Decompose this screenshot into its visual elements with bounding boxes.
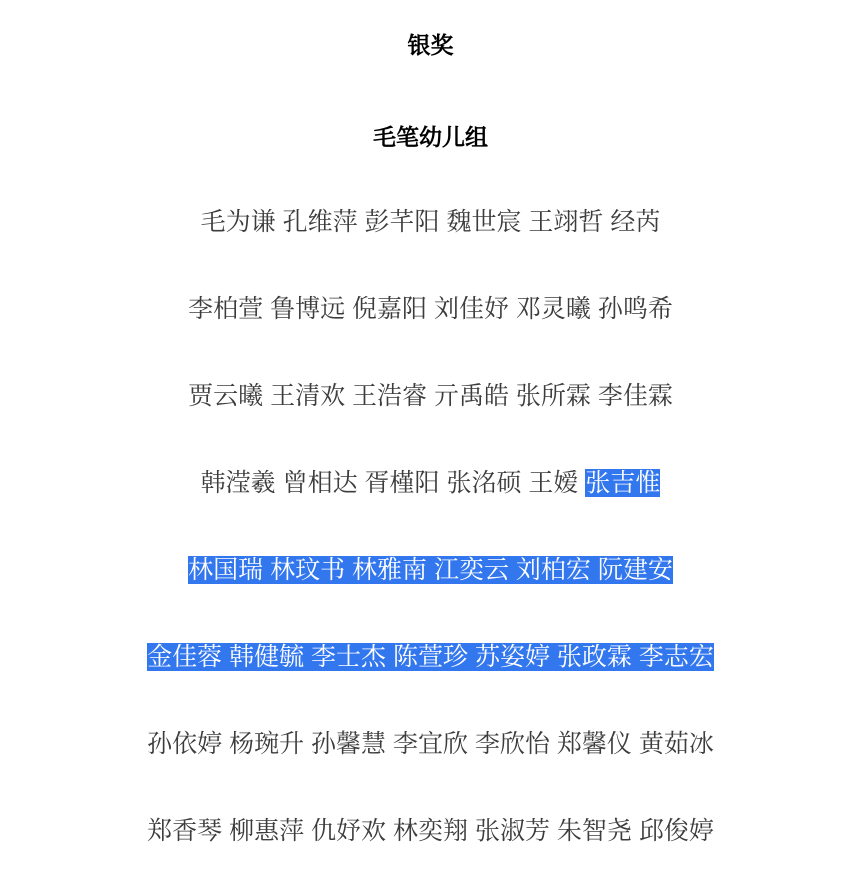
name-line-text: 李柏萱 鲁博远 倪嘉阳 刘佳妤 邓灵曦 孙鸣希: [188, 295, 673, 323]
name-line-text: 贾云曦 王清欢 王浩睿 亓禹皓 张所霖 李佳霖: [188, 382, 673, 410]
selected-text-highlight[interactable]: 张吉惟: [585, 469, 661, 497]
section-subtitle: 毛笔幼儿组: [373, 124, 488, 150]
name-line: [0, 728, 861, 760]
name-line-text: 孙依婷 杨琬升 孙馨慧 李宜欣 李欣怡 郑馨仪 黄茹冰: [147, 730, 714, 758]
name-line: [0, 293, 861, 325]
name-line: [0, 815, 861, 847]
name-line: [0, 554, 861, 586]
name-line-text: 郑香琴 柳惠萍 仇妤欢 林奕翔 张淑芳 朱智尧 邱俊婷: [147, 817, 714, 845]
name-line: [0, 380, 861, 412]
name-line: [0, 206, 861, 238]
name-line-text: 毛为谦 孔维萍 彭芊阳 魏世宸 王翊哲 经芮: [200, 208, 661, 236]
name-list: [0, 206, 861, 847]
name-line-text: 韩滢羲 曾相达 胥槿阳 张洺硕 王嫒: [200, 469, 586, 497]
selected-text-highlight[interactable]: 林国瑞 林玟书 林雅南 江奕云 刘柏宏 阮建安: [188, 556, 673, 584]
name-line: [0, 467, 861, 499]
name-line: [0, 641, 861, 673]
selected-text-highlight[interactable]: 金佳蓉 韩健毓 李士杰 陈萱珍 苏姿婷 张政霖 李志宏: [147, 643, 714, 671]
page-title: 银奖: [407, 32, 454, 58]
